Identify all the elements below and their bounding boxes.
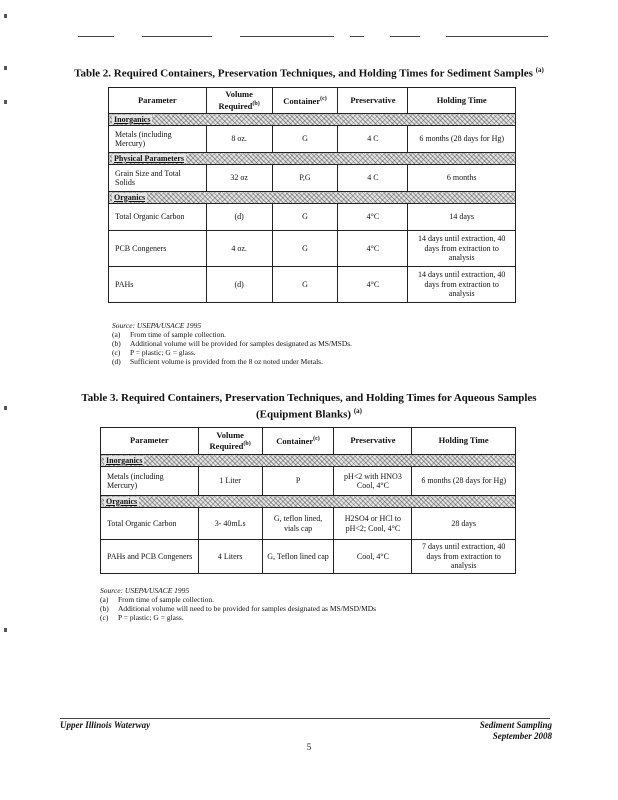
note-text: Sufficient volume is provided from the 8 oz noted under Metals. bbox=[130, 357, 323, 366]
header-rule bbox=[446, 36, 548, 37]
note-row bbox=[112, 339, 512, 348]
table-row bbox=[109, 126, 516, 153]
header-rule bbox=[78, 36, 114, 37]
note-key: (d) bbox=[112, 357, 121, 366]
table3-header-parameter: Parameter bbox=[101, 428, 199, 455]
cell-volume: (d) bbox=[206, 267, 272, 303]
cell-parameter: Total Organic Carbon bbox=[101, 508, 199, 540]
table2 bbox=[108, 87, 516, 303]
header-volume-label: Volume Required bbox=[209, 429, 244, 451]
note-text: Additional volume will need to be provided for samples designated as MS/MSD/MDs bbox=[118, 604, 377, 613]
note-text: From time of sample collection. bbox=[130, 330, 227, 339]
cell-parameter: PAHs and PCB Congeners bbox=[101, 540, 199, 574]
note-key: (b) bbox=[112, 339, 121, 348]
table3-title-line1: Table 3. Required Containers, Preservation Techniques, and Holding Times for Aqueous Samples bbox=[81, 392, 537, 404]
table2-title bbox=[0, 64, 618, 81]
group-label: Physical Parameters bbox=[114, 153, 184, 163]
note-row bbox=[112, 357, 512, 366]
table-row bbox=[109, 204, 516, 231]
table2-group-inorganics bbox=[109, 114, 516, 126]
table2-notes bbox=[112, 321, 512, 366]
cell-parameter: PAHs bbox=[109, 267, 207, 303]
table3-group-inorganics bbox=[101, 455, 516, 467]
table3-title-line2: (Equipment Blanks) bbox=[256, 408, 352, 421]
cell-volume: (d) bbox=[206, 204, 272, 231]
note-row bbox=[100, 595, 520, 604]
table-row bbox=[109, 267, 516, 303]
group-label: Inorganics bbox=[114, 114, 151, 124]
cell-preservative: 4°C bbox=[338, 231, 408, 267]
table2-header-container bbox=[272, 88, 338, 114]
footer-project-name: Upper Illinois Waterway bbox=[60, 720, 151, 730]
cell-holding: 14 days bbox=[408, 204, 516, 231]
table-row bbox=[101, 540, 516, 574]
header-rule bbox=[390, 36, 420, 37]
header-container-label: Container bbox=[283, 95, 321, 106]
header-container-note: (c) bbox=[320, 95, 327, 102]
note-row bbox=[100, 604, 520, 613]
cell-container: G, Teflon lined cap bbox=[262, 540, 334, 574]
note-key: (c) bbox=[100, 613, 109, 622]
cell-holding: 14 days until extraction, 40 days from extraction to analysis bbox=[408, 231, 516, 267]
table3-header-container bbox=[262, 428, 334, 455]
header-rule bbox=[240, 36, 334, 37]
table3-title bbox=[0, 392, 618, 422]
table3-source: Source: USEPA/USACE 1995 bbox=[100, 586, 190, 595]
header-container-label: Container bbox=[276, 436, 314, 447]
scan-mark bbox=[4, 100, 7, 104]
cell-preservative: H2SO4 or HCl to pH<2; Cool, 4°C bbox=[334, 508, 412, 540]
cell-preservative: pH<2 with HNO3 Cool, 4°C bbox=[334, 467, 412, 496]
table-row bbox=[109, 231, 516, 267]
cell-parameter: Metals (including Mercury) bbox=[109, 126, 207, 153]
cell-preservative: 4°C bbox=[338, 267, 408, 303]
footer-doc-date: September 2008 bbox=[492, 731, 552, 741]
table2-header-row bbox=[109, 88, 516, 114]
cell-container: G bbox=[272, 126, 338, 153]
cell-preservative: Cool, 4°C bbox=[334, 540, 412, 574]
scan-mark bbox=[4, 14, 7, 18]
table3-title-note: (a) bbox=[353, 407, 362, 415]
table-row bbox=[101, 508, 516, 540]
footer-rule bbox=[60, 718, 550, 719]
page-number: 5 bbox=[306, 742, 312, 752]
header-rule bbox=[350, 36, 364, 37]
cell-container: P bbox=[262, 467, 334, 496]
table2-header-volume bbox=[206, 88, 272, 114]
cell-holding: 14 days until extraction, 40 days from extraction to analysis bbox=[408, 267, 516, 303]
table3-group-organics bbox=[101, 496, 516, 508]
table3-header-volume bbox=[198, 428, 262, 455]
header-container-note: (c) bbox=[313, 436, 320, 443]
table-row bbox=[109, 165, 516, 192]
table2-title-note: (a) bbox=[535, 66, 544, 74]
table3 bbox=[100, 427, 516, 574]
header-volume-label: Volume Required bbox=[218, 89, 253, 111]
cell-volume: 32 oz bbox=[206, 165, 272, 192]
cell-holding: 6 months (28 days for Hg) bbox=[408, 126, 516, 153]
table-row bbox=[101, 467, 516, 496]
note-key: (c) bbox=[112, 348, 121, 357]
table2-header-preservative: Preservative bbox=[338, 88, 408, 114]
cell-preservative: 4°C bbox=[338, 204, 408, 231]
cell-volume: 4 Liters bbox=[198, 540, 262, 574]
cell-preservative: 4 C bbox=[338, 165, 408, 192]
cell-holding: 28 days bbox=[412, 508, 516, 540]
cell-holding: 6 months bbox=[408, 165, 516, 192]
note-text: P = plastic; G = glass. bbox=[118, 613, 184, 622]
table2-header-parameter: Parameter bbox=[109, 88, 207, 114]
table3-header-holding: Holding Time bbox=[412, 428, 516, 455]
table3-notes bbox=[100, 586, 520, 622]
cell-holding: 7 days until extraction, 40 days from extraction to analysis bbox=[412, 540, 516, 574]
cell-parameter: Total Organic Carbon bbox=[109, 204, 207, 231]
scan-mark bbox=[4, 628, 7, 632]
table2-group-organics bbox=[109, 192, 516, 204]
table3-header-row bbox=[101, 428, 516, 455]
table3-header-preservative: Preservative bbox=[334, 428, 412, 455]
group-label: Organics bbox=[106, 496, 138, 506]
cell-volume: 3- 40mLs bbox=[198, 508, 262, 540]
cell-volume: 8 oz. bbox=[206, 126, 272, 153]
footer-doc-title: Sediment Sampling bbox=[479, 720, 552, 730]
note-key: (a) bbox=[100, 595, 109, 604]
cell-holding: 6 months (28 days for Hg) bbox=[412, 467, 516, 496]
note-row bbox=[100, 613, 520, 622]
note-row bbox=[112, 330, 512, 339]
table2-source: Source: USEPA/USACE 1995 bbox=[112, 321, 202, 330]
cell-container: G bbox=[272, 231, 338, 267]
note-text: From time of sample collection. bbox=[118, 595, 215, 604]
cell-parameter: Metals (including Mercury) bbox=[101, 467, 199, 496]
cell-parameter: Grain Size and Total Solids bbox=[109, 165, 207, 192]
table2-group-physical bbox=[109, 153, 516, 165]
header-volume-note: (b) bbox=[252, 100, 260, 107]
header-volume-note: (b) bbox=[243, 441, 251, 448]
note-key: (a) bbox=[112, 330, 121, 339]
cell-container: G bbox=[272, 204, 338, 231]
group-label: Inorganics bbox=[106, 455, 143, 465]
footer-doc-info bbox=[480, 720, 552, 742]
cell-volume: 4 oz. bbox=[206, 231, 272, 267]
cell-parameter: PCB Congeners bbox=[109, 231, 207, 267]
cell-volume: 1 Liter bbox=[198, 467, 262, 496]
cell-container: P,G bbox=[272, 165, 338, 192]
table2-title-text: Table 2. Required Containers, Preservation Techniques, and Holding Times for Sediment Samples bbox=[74, 67, 533, 80]
note-row bbox=[112, 348, 512, 357]
note-key: (b) bbox=[100, 604, 109, 613]
table2-header-holding: Holding Time bbox=[408, 88, 516, 114]
table3-title-line2-wrap bbox=[0, 405, 618, 422]
note-text: P = plastic; G = glass. bbox=[130, 348, 196, 357]
cell-container: G, teflon lined, vials cap bbox=[262, 508, 334, 540]
cell-preservative: 4 C bbox=[338, 126, 408, 153]
cell-container: G bbox=[272, 267, 338, 303]
group-label: Organics bbox=[114, 192, 146, 202]
header-rule bbox=[142, 36, 212, 37]
note-text: Additional volume will be provided for samples designated as MS/MSDs. bbox=[130, 339, 353, 348]
